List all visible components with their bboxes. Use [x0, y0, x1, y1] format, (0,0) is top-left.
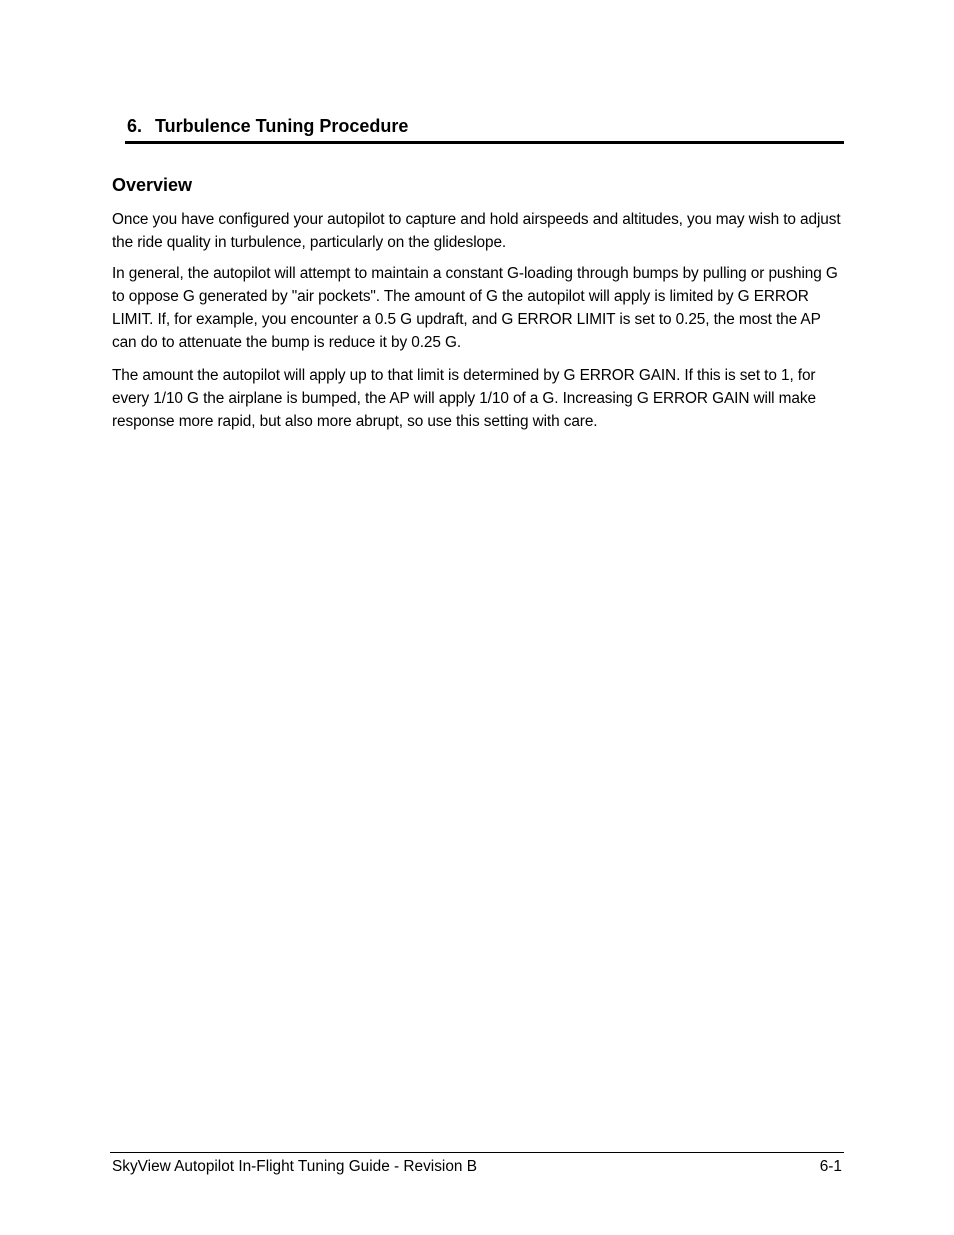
footer-document-title: SkyView Autopilot In-Flight Tuning Guide - Revision B [112, 1158, 478, 1175]
chapter-title: Turbulence Tuning Procedure [155, 116, 409, 136]
footer-divider [110, 1152, 844, 1153]
chapter-number: 6. [127, 116, 143, 136]
paragraph-2: In general, the autopilot will attempt to maintain a constant G-loading through bumps by pulling or pushing G to oppose G generated by "air pockets". The amount of G the autopilot will apply is limited by G ERROR LIMIT. If, for example, you encounter a 0.5 G updraft, and G ERROR LIMIT is set to 0.25, the most the AP can do to attenuate the bump is reduce it by 0.25 G. [112, 265, 838, 351]
chapter-heading [125, 113, 844, 144]
section-heading-overview: Overview [112, 175, 193, 195]
footer-page-number: 6-1 [819, 1158, 842, 1175]
paragraph-1: Once you have configured your autopilot to capture and hold airspeeds and altitudes, you may wish to adjust the ride quality in turbulence, particularly on the glideslope. [112, 211, 841, 251]
paragraph-3: The amount the autopilot will apply up to that limit is determined by G ERROR GAIN. If this is set to 1, for every 1/10 G the airplane is bumped, the AP will apply 1/10 of a G. Increasing G ERROR GAIN will make response more rapid, but also more abrupt, so use this setting with care. [112, 367, 816, 430]
